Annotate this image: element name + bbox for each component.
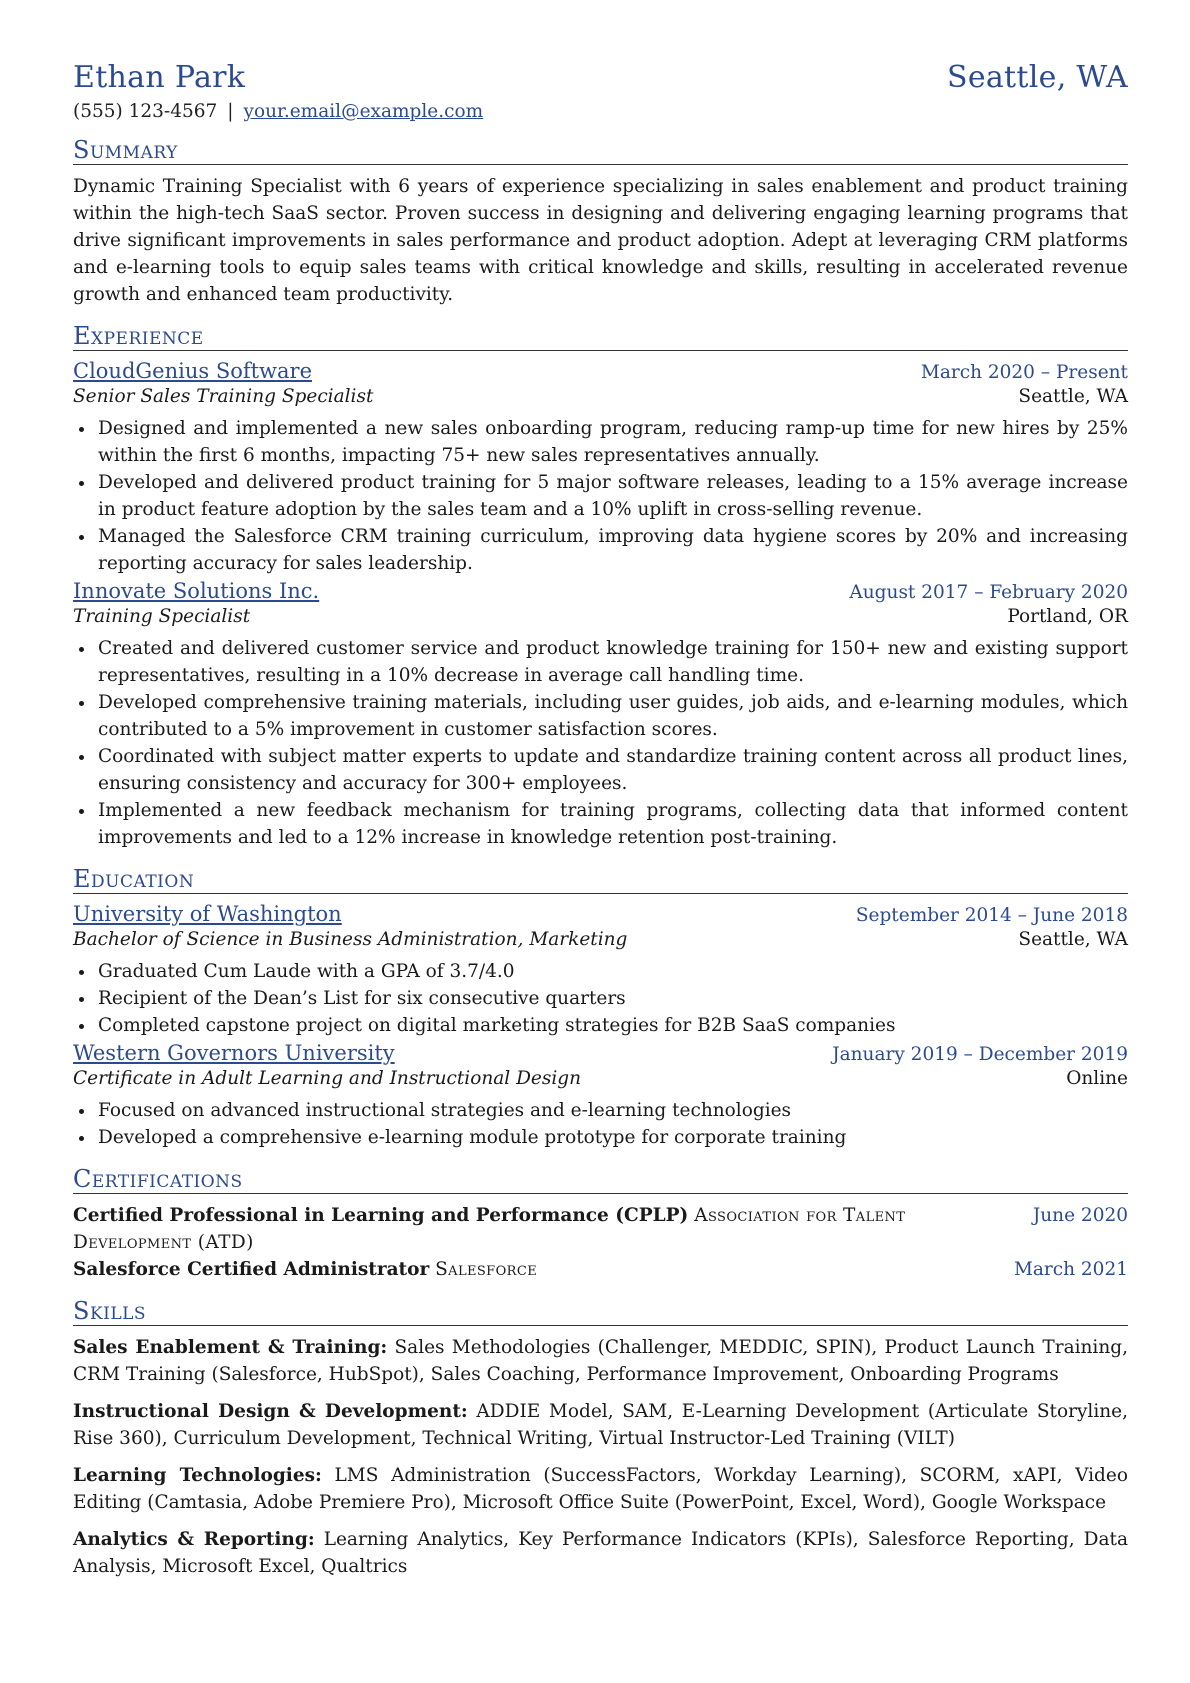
- job-location: Seattle, WA: [1018, 386, 1128, 407]
- certifications-heading: Certifications: [73, 1165, 1128, 1194]
- list-item: [73, 1012, 1128, 1039]
- employment-dates: March 2020 – Present: [920, 362, 1128, 383]
- skill-list: Sales Methodologies (Challenger, MEDDIC, SPIN), Product Launch Training, CRM Training (Salesforce, HubSpot), Sales Coaching, Performance Improvement, Onboarding Programs: [73, 1337, 1128, 1385]
- summary-heading: Summary: [73, 136, 1128, 165]
- header: [73, 60, 1128, 95]
- skill-list: LMS Administration (SuccessFactors, Workday Learning), SCORM, xAPI, Video Editing (Camtasia, Adobe Premiere Pro), Microsoft Office Suite (PowerPoint, Excel, Word), Google Workspace: [73, 1465, 1128, 1513]
- certification-row: [73, 1202, 1128, 1256]
- candidate-name: Ethan Park: [73, 60, 246, 95]
- resume-page: [73, 60, 1128, 1590]
- candidate-location: Seattle, WA: [946, 60, 1128, 95]
- employer-link[interactable]: Innovate Solutions Inc.: [73, 579, 320, 603]
- certification-issuer: Association for Talent Development (ATD): [73, 1205, 906, 1253]
- bullet-icon: [79, 481, 84, 486]
- bullet-icon: [79, 535, 84, 540]
- list-item: [73, 523, 1128, 577]
- school-link[interactable]: Western Governors University: [73, 1041, 395, 1065]
- bullet-icon: [79, 1136, 84, 1141]
- certification-name: Salesforce Certified Administrator: [73, 1259, 430, 1280]
- education-detail-list: [73, 1097, 1128, 1151]
- certification-date: March 2021: [1013, 1259, 1128, 1280]
- bullet-icon: [79, 1109, 84, 1114]
- school-location: Seattle, WA: [1018, 929, 1128, 950]
- employer-link[interactable]: CloudGenius Software: [73, 359, 313, 383]
- bullet-text: Designed and implemented a new sales onboarding program, reducing ramp-up time for new hires by 25% within the first 6 months, impacting 75+ new sales representatives annually.: [98, 418, 1128, 466]
- skill-group: [73, 1462, 1128, 1516]
- bullet-text: Developed a comprehensive e-learning module prototype for corporate training: [98, 1127, 847, 1148]
- experience-entry: [73, 579, 1128, 851]
- bullet-text: Developed comprehensive training materials, including user guides, job aids, and e-learning modules, which contributed to a 5% improvement in customer satisfaction scores.: [98, 692, 1128, 740]
- employment-dates: August 2017 – February 2020: [849, 582, 1128, 603]
- list-item: [73, 689, 1128, 743]
- bullet-icon: [79, 997, 84, 1002]
- education-heading: Education: [73, 865, 1128, 894]
- list-item: [73, 743, 1128, 797]
- list-item: [73, 635, 1128, 689]
- list-item: [73, 958, 1128, 985]
- bullet-text: Recipient of the Dean’s List for six consecutive quarters: [98, 988, 626, 1009]
- bullet-text: Managed the Salesforce CRM training curriculum, improving data hygiene scores by 20% and increasing reporting accuracy for sales leadership.: [98, 526, 1128, 574]
- certification-date: June 2020: [1032, 1205, 1128, 1226]
- education-entry: [73, 902, 1128, 1039]
- job-title: Senior Sales Training Specialist: [73, 386, 374, 407]
- achievement-list: [73, 635, 1128, 851]
- bullet-icon: [79, 427, 84, 432]
- skill-group: [73, 1398, 1128, 1452]
- contact-line: [73, 101, 1128, 122]
- bullet-icon: [79, 701, 84, 706]
- bullet-text: Implemented a new feedback mechanism for training programs, collecting data that informed content improvements and led to a 12% increase in knowledge retention post-training.: [98, 800, 1128, 848]
- skill-list: Learning Analytics, Key Performance Indicators (KPIs), Salesforce Reporting, Data Analysis, Microsoft Excel, Qualtrics: [73, 1529, 1128, 1577]
- summary-text: Dynamic Training Specialist with 6 years of experience specializing in sales enablement and product training within the high-tech SaaS sector. Proven success in designing and delivering engaging learning programs that drive significant improvements in sales performance and product adoption. Adept at leveraging CRM platforms and e-learning tools to equip sales teams with critical knowledge and skills, resulting in accelerated revenue growth and enhanced team productivity.: [73, 176, 1128, 305]
- skill-group: [73, 1334, 1128, 1388]
- education-entry: [73, 1041, 1128, 1151]
- bullet-icon: [79, 647, 84, 652]
- school-location: Online: [1066, 1068, 1128, 1089]
- job-title: Training Specialist: [73, 606, 251, 627]
- bullet-icon: [79, 970, 84, 975]
- skill-group: [73, 1526, 1128, 1580]
- list-item: [73, 985, 1128, 1012]
- bullet-text: Completed capstone project on digital marketing strategies for B2B SaaS companies: [98, 1015, 896, 1036]
- phone-number: (555) 123-4567: [73, 101, 218, 122]
- skill-list: ADDIE Model, SAM, E-Learning Development (Articulate Storyline, Rise 360), Curriculum Development, Technical Writing, Virtual Instructor-Led Training (VILT): [73, 1401, 1128, 1449]
- list-item: [73, 469, 1128, 523]
- list-item: [73, 797, 1128, 851]
- bullet-icon: [79, 1024, 84, 1029]
- contact-separator: |: [227, 101, 234, 122]
- job-location: Portland, OR: [1007, 606, 1128, 627]
- bullet-text: Coordinated with subject matter experts to update and standardize training content across all product lines, ensuring consistency and accuracy for 300+ employees.: [98, 746, 1128, 794]
- degree-title: Certificate in Adult Learning and Instructional Design: [73, 1068, 582, 1089]
- certification-name: Certified Professional in Learning and Performance (CPLP): [73, 1205, 689, 1226]
- list-item: [73, 1124, 1128, 1151]
- bullet-text: Graduated Cum Laude with a GPA of 3.7/4.0: [98, 961, 515, 982]
- list-item: [73, 415, 1128, 469]
- skill-category: Learning Technologies:: [73, 1465, 322, 1486]
- skill-category: Analytics & Reporting:: [73, 1529, 315, 1550]
- certification-issuer: Salesforce: [435, 1259, 538, 1280]
- education-dates: January 2019 – December 2019: [832, 1044, 1128, 1065]
- skill-category: Sales Enablement & Training:: [73, 1337, 388, 1358]
- education-detail-list: [73, 958, 1128, 1039]
- education-dates: September 2014 – June 2018: [855, 905, 1128, 926]
- bullet-text: Developed and delivered product training for 5 major software releases, leading to a 15% average increase in product feature adoption by the sales team and a 10% uplift in cross-selling revenue.: [98, 472, 1128, 520]
- list-item: [73, 1097, 1128, 1124]
- certification-row: [73, 1256, 1128, 1283]
- bullet-icon: [79, 809, 84, 814]
- experience-entry: [73, 359, 1128, 577]
- experience-heading: Experience: [73, 322, 1128, 351]
- school-link[interactable]: University of Washington: [73, 902, 342, 926]
- bullet-icon: [79, 755, 84, 760]
- degree-title: Bachelor of Science in Business Administration, Marketing: [73, 929, 628, 950]
- skill-category: Instructional Design & Development:: [73, 1401, 468, 1422]
- bullet-text: Created and delivered customer service and product knowledge training for 150+ new and existing support representatives, resulting in a 10% decrease in average call handling time.: [98, 638, 1128, 686]
- skills-heading: Skills: [73, 1297, 1128, 1326]
- achievement-list: [73, 415, 1128, 577]
- bullet-text: Focused on advanced instructional strategies and e-learning technologies: [98, 1100, 792, 1121]
- email-link[interactable]: your.email@example.com: [243, 101, 484, 122]
